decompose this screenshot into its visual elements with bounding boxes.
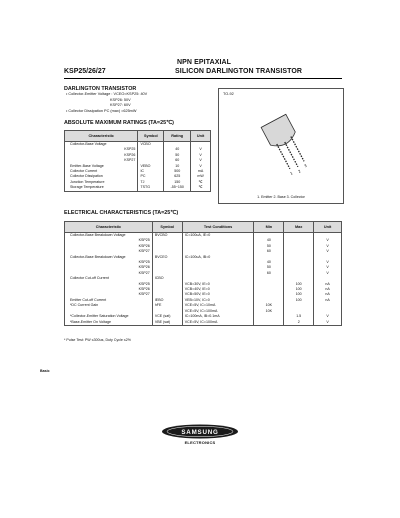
table-cell: 50 bbox=[254, 265, 284, 270]
table-cell: V bbox=[314, 314, 342, 319]
table-cell: 40 bbox=[164, 147, 191, 152]
table-cell: nA bbox=[314, 282, 342, 287]
table-cell: 625 bbox=[164, 174, 191, 179]
package-name: TO-92 bbox=[223, 92, 234, 96]
pin-caption: 1. Emitter 2. Base 3. Collector bbox=[257, 195, 305, 199]
table-cell: nA bbox=[314, 292, 342, 297]
intro-heading: DARLINGTON TRANSISTOR bbox=[64, 86, 137, 92]
table-cell: Collector Cut-off Current bbox=[65, 276, 153, 281]
table-cell: V bbox=[314, 238, 342, 243]
table-cell: KSP25 bbox=[65, 282, 153, 287]
column-header: Max bbox=[284, 222, 314, 233]
elec-char-table bbox=[64, 221, 342, 326]
table-cell: KSP25 bbox=[65, 147, 138, 152]
table-cell: 1.5 bbox=[284, 314, 314, 319]
table-cell: Collector-Base Breakdown Voltage bbox=[65, 233, 153, 239]
pin-number: 3 bbox=[303, 162, 308, 169]
column-header: Test Conditions bbox=[182, 222, 254, 233]
table-cell: VCB=40V, IE=0 bbox=[182, 287, 254, 292]
table-cell: V bbox=[314, 265, 342, 270]
table-cell: V bbox=[314, 260, 342, 265]
title-line-2: SILICON DARLINGTON TRANSISTOR bbox=[175, 68, 303, 75]
table-cell: *DC Current Gain bbox=[65, 303, 153, 308]
table-cell: KSP26 bbox=[65, 287, 153, 292]
table-cell: BVCEO bbox=[152, 255, 182, 260]
title-line-1: NPN EPITAXIAL bbox=[177, 59, 232, 66]
table-cell: mA bbox=[191, 169, 211, 174]
brand-name: SAMSUNG bbox=[181, 428, 219, 436]
table-cell: V bbox=[191, 147, 211, 152]
table-cell: Emitter-Base Voltage bbox=[65, 164, 138, 169]
table-cell: *Collector-Emitter Saturation Voltage bbox=[65, 314, 153, 319]
elec-heading: ELECTRICAL CHARACTERISTICS (TA=25℃) bbox=[64, 210, 179, 216]
table-cell: VBE (sat) bbox=[152, 320, 182, 326]
table-cell: 100 bbox=[284, 282, 314, 287]
pin-number: 2 bbox=[297, 168, 302, 174]
table-header-row bbox=[65, 222, 342, 233]
column-header: Rating bbox=[164, 131, 191, 142]
table-cell: V bbox=[314, 244, 342, 249]
column-header: Symbol bbox=[138, 131, 164, 142]
feature-item: KSP27: 60V bbox=[110, 103, 131, 108]
table-cell: mW bbox=[191, 174, 211, 179]
table-cell: 60 bbox=[254, 271, 284, 276]
table-header-row bbox=[65, 131, 211, 142]
table-cell: 50 bbox=[254, 244, 284, 249]
table-cell: 60 bbox=[164, 158, 191, 163]
table-cell: Junction Temperature bbox=[65, 180, 138, 185]
column-header: Min bbox=[254, 222, 284, 233]
table-cell: KSP25 bbox=[65, 238, 153, 243]
table-cell: 40 bbox=[254, 260, 284, 265]
table-cell: KSP26 bbox=[65, 153, 138, 158]
column-header: Symbol bbox=[152, 222, 182, 233]
table-cell: Collector Current bbox=[65, 169, 138, 174]
table-cell: Collector-Base Voltage bbox=[65, 142, 138, 148]
table-cell: 10K bbox=[254, 309, 284, 314]
table-cell: ℃ bbox=[191, 185, 211, 191]
table-cell: 150 bbox=[164, 180, 191, 185]
column-header: Unit bbox=[191, 131, 211, 142]
column-header: Characteristic bbox=[65, 222, 153, 233]
pin-number: 1 bbox=[289, 170, 294, 176]
table-cell: 100 bbox=[284, 298, 314, 303]
table-cell: V bbox=[314, 249, 342, 254]
table-cell: nA bbox=[314, 287, 342, 292]
table-cell: KSP27 bbox=[65, 271, 153, 276]
table-cell: KSP25 bbox=[65, 260, 153, 265]
table-cell: *Base-Emitter On Voltage bbox=[65, 320, 153, 326]
table-cell: VCB=30V, IE=0 bbox=[182, 282, 254, 287]
table-cell: hFE bbox=[152, 303, 182, 308]
to92-package-drawing bbox=[219, 89, 343, 189]
feature-item: • Collector-Emitter Voltage : VCEO=KSP25: 40V bbox=[66, 92, 148, 96]
table-cell: nA bbox=[314, 298, 342, 303]
table-cell: KSP26 bbox=[65, 244, 153, 249]
table-cell: Storage Temperature bbox=[65, 185, 138, 191]
table-row bbox=[65, 314, 342, 319]
table-cell: VCE=5V, IC=100mA bbox=[182, 309, 254, 314]
table-cell: 60 bbox=[254, 249, 284, 254]
table-cell: 10K bbox=[254, 303, 284, 308]
brand-subtitle: ELECTRONICS bbox=[184, 440, 216, 445]
table-cell: 100 bbox=[284, 287, 314, 292]
table-cell: IC=100uA, IE=0 bbox=[182, 233, 254, 239]
footer-basic-label: Basic bbox=[40, 369, 50, 373]
table-cell: ICBO bbox=[152, 276, 182, 281]
table-cell: IC=100mA, IB=0.1mA bbox=[182, 314, 254, 319]
samsung-logo bbox=[160, 424, 240, 439]
table-cell: Collector Dissipation bbox=[65, 174, 138, 179]
table-cell: TSTG bbox=[138, 185, 164, 191]
table-cell: VCB=50V, IE=0 bbox=[182, 292, 254, 297]
footnote: * Pulse Test: PW ≤300us, Duty Cycle ≤2% bbox=[64, 338, 131, 342]
table-cell: KSP27 bbox=[65, 249, 153, 254]
table-cell: V bbox=[191, 164, 211, 169]
table-cell: TJ bbox=[138, 180, 164, 185]
table-cell: ℃ bbox=[191, 180, 211, 185]
table-row bbox=[65, 320, 342, 326]
table-cell: PC bbox=[138, 174, 164, 179]
table-cell: KSP26 bbox=[65, 265, 153, 270]
table-cell: V bbox=[314, 320, 342, 326]
abs-max-heading: ABSOLUTE MAXIMUM RATINGS (TA=25℃) bbox=[64, 120, 174, 126]
table-cell: 40 bbox=[254, 238, 284, 243]
column-header: Characteristic bbox=[65, 131, 138, 142]
table-cell: KSP27 bbox=[65, 158, 138, 163]
table-cell: -55~150 bbox=[164, 185, 191, 191]
table-row bbox=[65, 185, 211, 191]
table-cell: IEBO bbox=[152, 298, 182, 303]
table-cell: 50 bbox=[164, 153, 191, 158]
package-box bbox=[218, 88, 344, 204]
table-cell: 2 bbox=[284, 320, 314, 326]
table-cell: Collector-Base Breakdown Voltage bbox=[65, 255, 153, 260]
table-cell: V bbox=[191, 158, 211, 163]
table-cell: VEB=10V, IC=0 bbox=[182, 298, 254, 303]
table-cell: V bbox=[314, 271, 342, 276]
table-cell: VCE (sat) bbox=[152, 314, 182, 319]
column-header: Unit bbox=[314, 222, 342, 233]
table-cell: KSP27 bbox=[65, 292, 153, 297]
table-cell: 100 bbox=[284, 292, 314, 297]
table-cell: VCE=5V, IC=10mA bbox=[182, 303, 254, 308]
table-cell: BVCBO bbox=[152, 233, 182, 239]
table-cell: VCBO bbox=[138, 142, 164, 148]
feature-item: • Collector Dissipation PC (max) =625mW bbox=[66, 108, 137, 113]
feature-item: KSP26: 50V bbox=[110, 97, 131, 102]
header-rule bbox=[64, 78, 342, 79]
part-number: KSP25/26/27 bbox=[64, 68, 106, 75]
table-cell: V bbox=[191, 153, 211, 158]
abs-max-table bbox=[64, 130, 211, 192]
table-cell bbox=[254, 320, 284, 326]
table-cell: IC=100uA, IB=0 bbox=[182, 255, 254, 260]
table-cell: VEBO bbox=[138, 164, 164, 169]
table-cell: 10 bbox=[164, 164, 191, 169]
table-cell: 500 bbox=[164, 169, 191, 174]
table-cell: VCE=5V, IC=100mA bbox=[182, 320, 254, 326]
table-cell: Emitter Cut-off Current bbox=[65, 298, 153, 303]
table-cell: IC bbox=[138, 169, 164, 174]
